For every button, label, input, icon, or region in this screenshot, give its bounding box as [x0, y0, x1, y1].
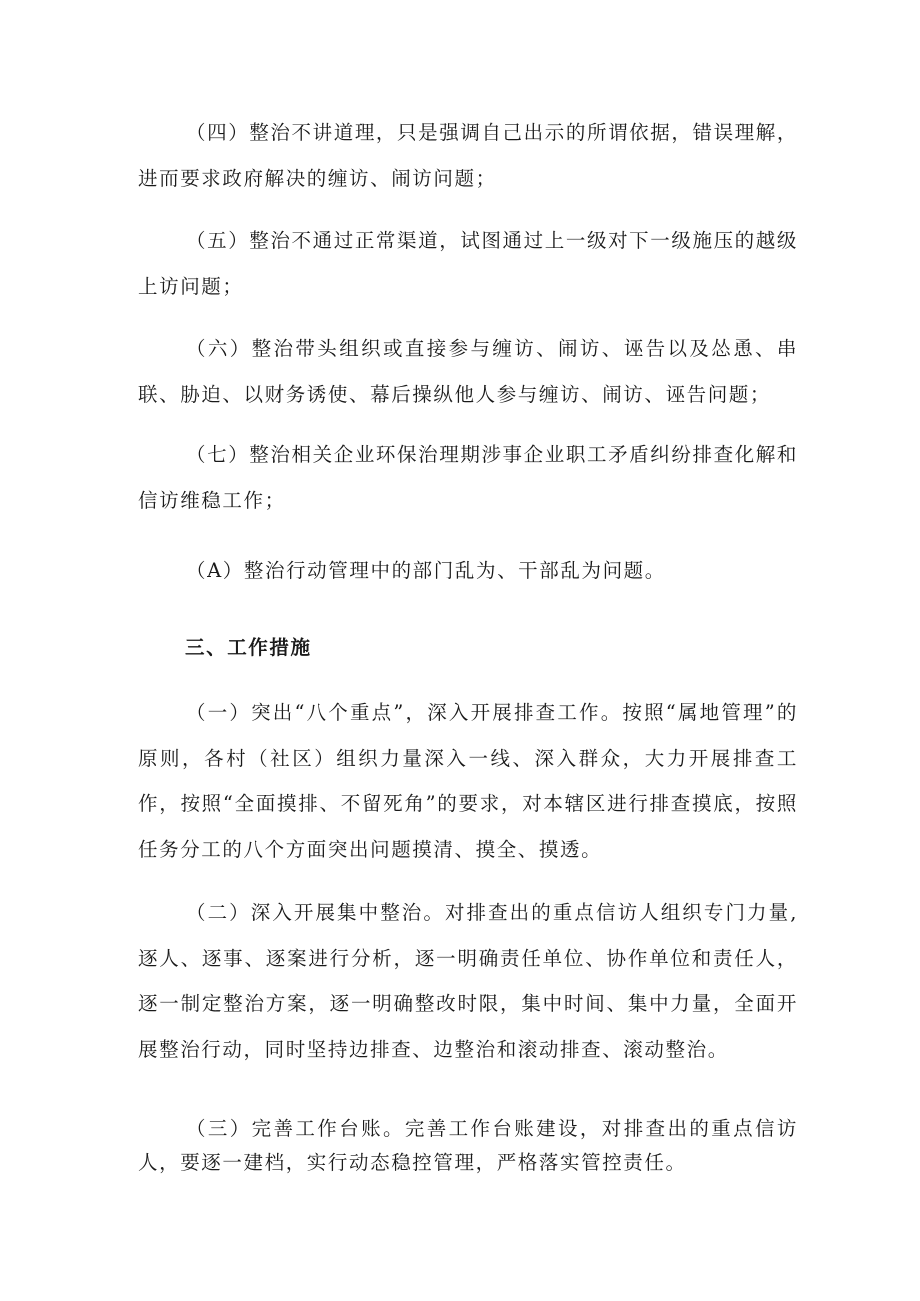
measure-item-3: （三）完善工作台账。完善工作台账建设，对排查出的重点信访人，要逐一建档，实行动态稳控管理，严格落实管控责任。 [138, 1117, 798, 1174]
paragraph-item-8: （A）整治行动管理中的部门乱为、干部乱为问题。 [186, 559, 666, 582]
measure-item-2: （二）深入开展集中整治。对排查出的重点信访人组织专门力量,逐人、逐事、逐案进行分析，逐一明确责任单位、协作单位和责任人，逐一制定整治方案，逐一明确整改时限，集中时间、集中力量，全面开展整治行动，同时坚持边排查、边整治和滚动排查、滚动整治。 [138, 901, 798, 1061]
paragraph-item-7: （七）整治相关企业环保治理期涉事企业职工矛盾纠纷排查化解和信访维稳工作； [138, 443, 798, 512]
measure-item-1: （一）突出“八个重点”，深入开展排查工作。按照“属地管理”的原则，各村（社区）组织力量深入一线、深入群众，大力开展排查工作，按照“全面摸排、不留死角”的要求，对本辖区进行排查摸底，按照任务分工的八个方面突出问题摸清、摸全、摸透。 [138, 701, 798, 861]
paragraph-item-6: （六）整治带头组织或直接参与缠访、闹访、诬告以及怂恿、串联、胁迫、以财务诱使、幕后操纵他人参与缠访、闹访、诬告问题； [138, 337, 798, 406]
section-heading: 三、工作措施 [185, 636, 312, 659]
paragraph-item-5: （五）整治不通过正常渠道，试图通过上一级对下一级施压的越级上访问题； [138, 229, 798, 298]
paragraph-item-4: （四）整治不讲道理，只是强调自己出示的所谓依据，错误理解，进而要求政府解决的缠访、闹访问题； [138, 121, 798, 190]
